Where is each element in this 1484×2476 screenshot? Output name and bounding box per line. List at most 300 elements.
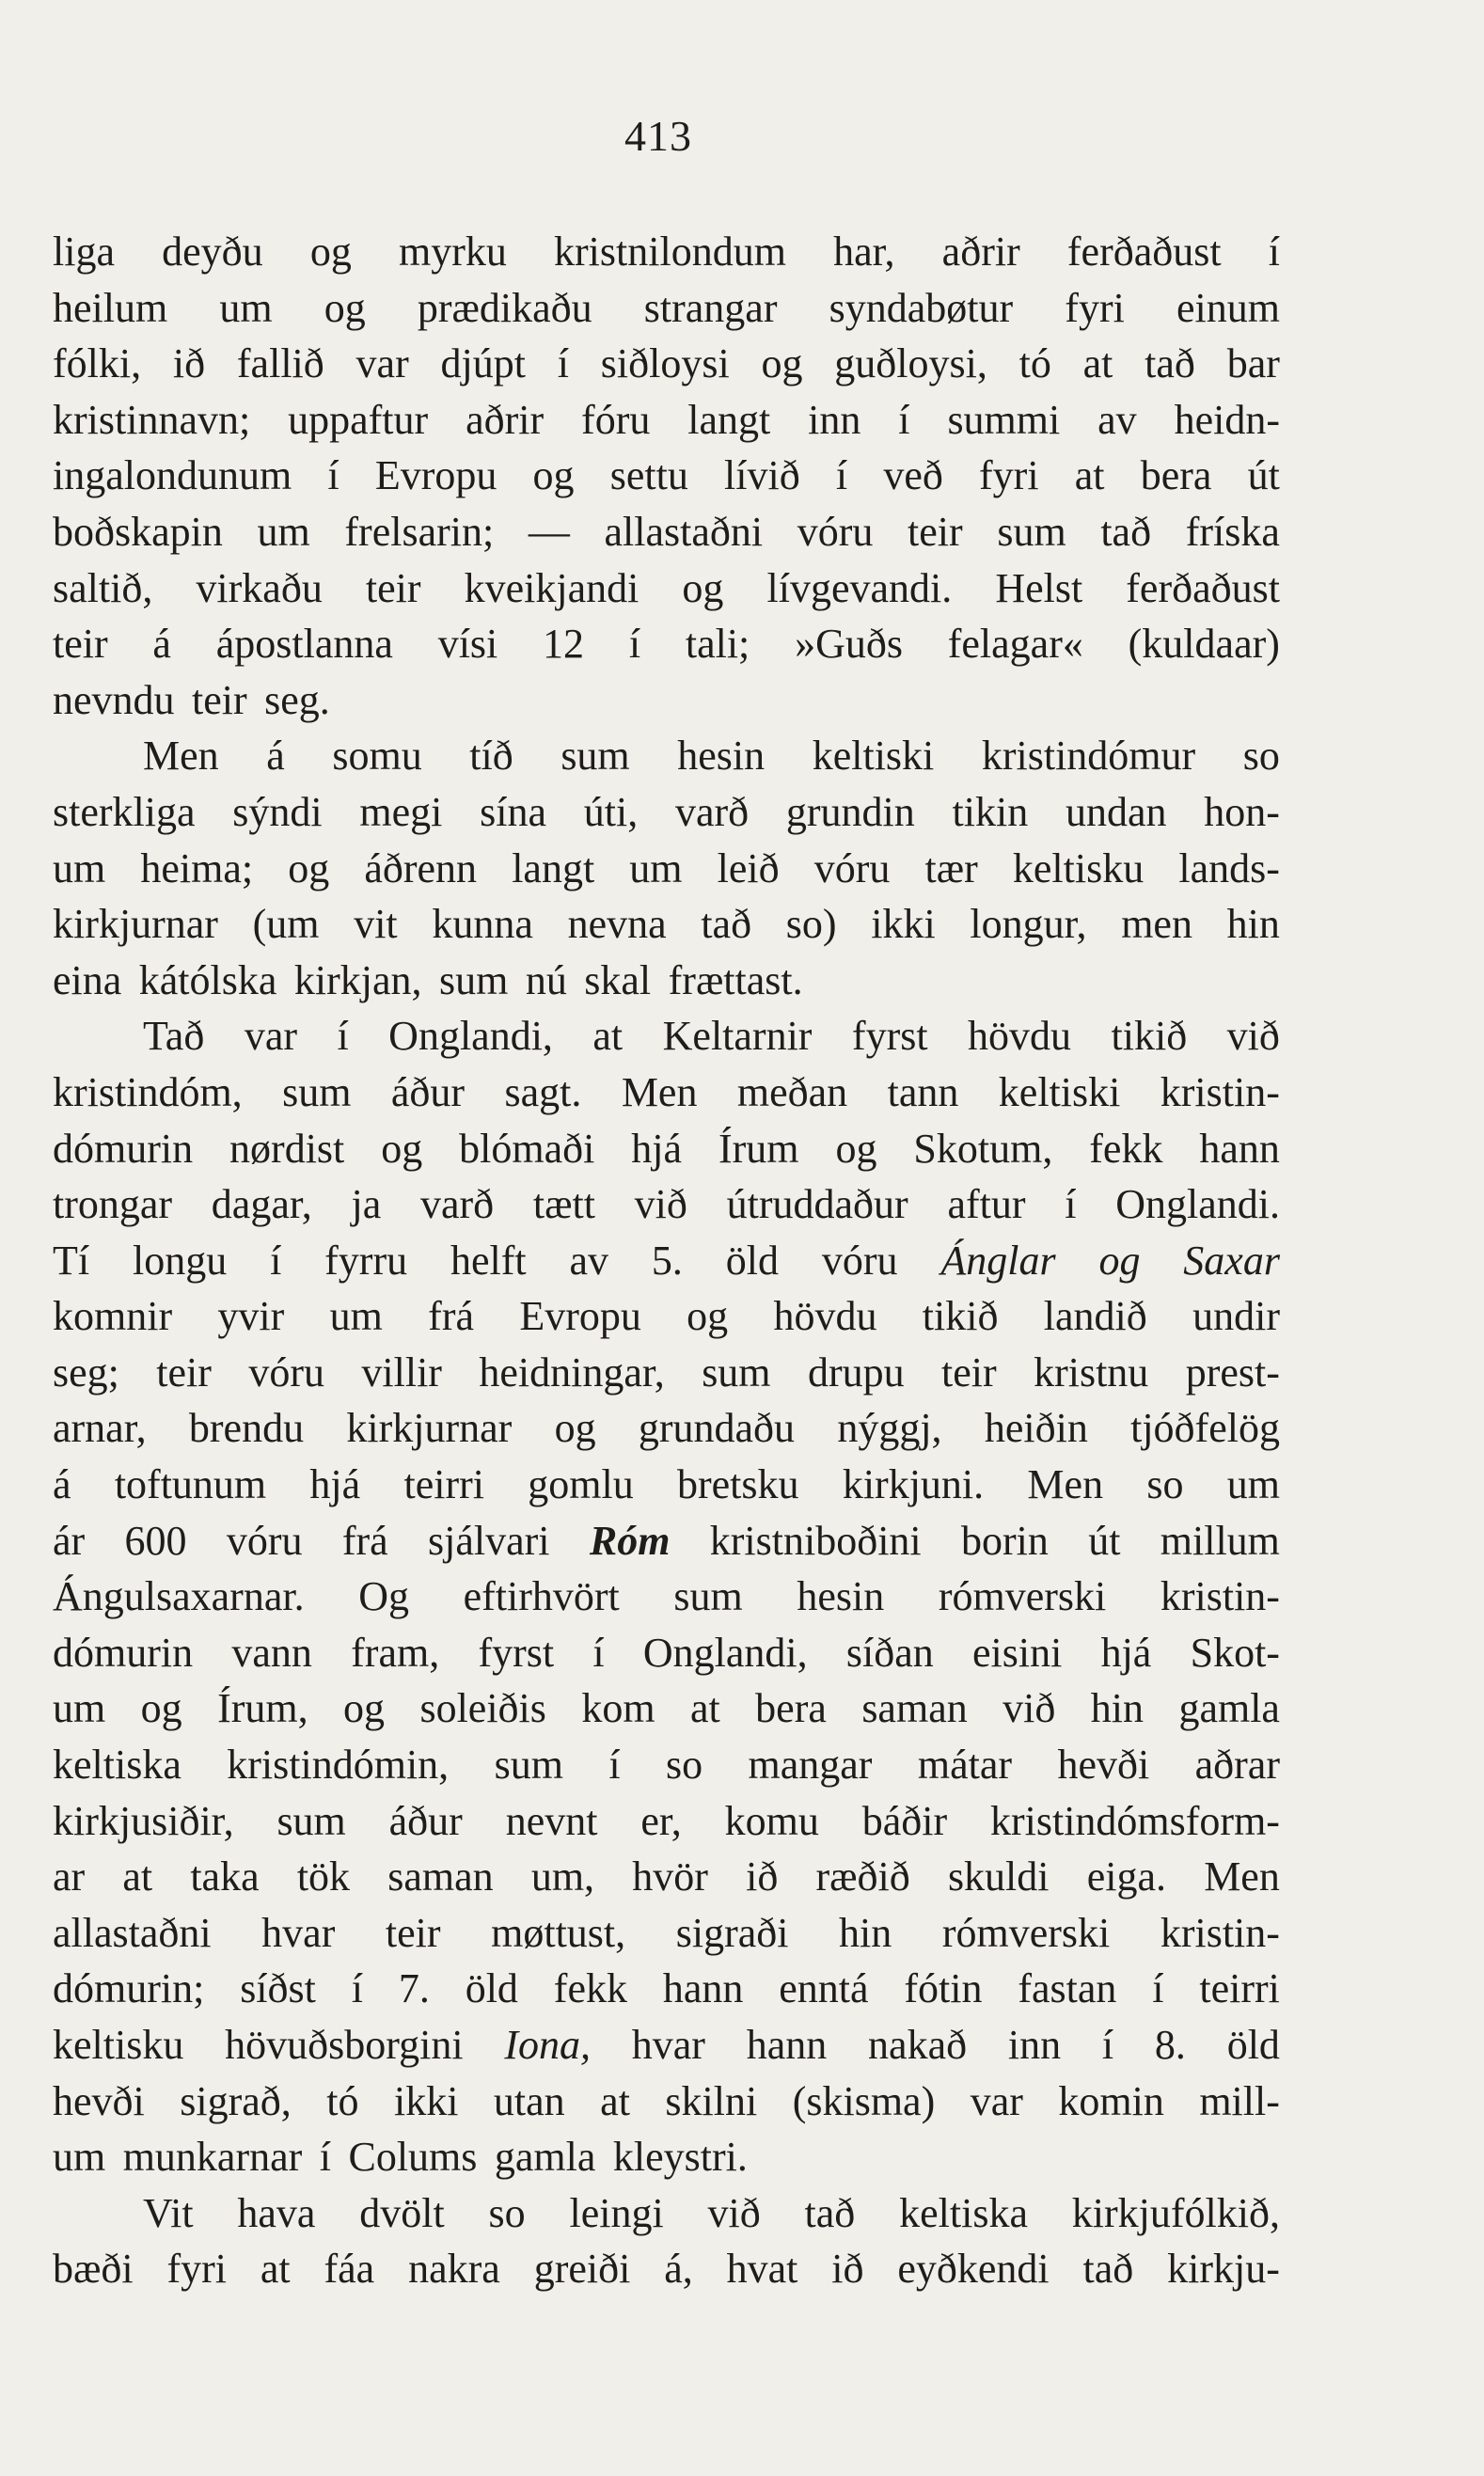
- text-line: [53, 1176, 1280, 1233]
- word: nevnt: [505, 1797, 598, 1844]
- word: var: [244, 1013, 297, 1060]
- word: nørdist: [229, 1125, 345, 1172]
- word: strangar: [643, 284, 778, 331]
- word: og: [1098, 1237, 1141, 1284]
- text-line: [53, 1400, 1280, 1457]
- word: so: [1146, 1461, 1184, 1508]
- word: í: [270, 1237, 282, 1284]
- word: lands-: [1178, 844, 1280, 891]
- word: siðloysi: [600, 340, 730, 387]
- word: soleiðis: [419, 1685, 546, 1732]
- word: frelsarin;: [344, 508, 495, 555]
- word: settu: [609, 452, 688, 499]
- word: seg;: [53, 1348, 119, 1396]
- word: Evropu: [374, 452, 497, 499]
- word: Skotum,: [913, 1125, 1053, 1172]
- word: um: [53, 2134, 106, 2181]
- word: Men: [621, 1068, 698, 1115]
- word: sum: [276, 1797, 346, 1844]
- word: kristnilondum: [554, 229, 786, 275]
- word: tann: [887, 1068, 959, 1115]
- word: at: [600, 2077, 630, 2124]
- word: nevndu: [53, 676, 175, 723]
- word: Ánglar: [940, 1237, 1056, 1284]
- word: kristin-: [1160, 1909, 1280, 1956]
- word: um: [53, 844, 106, 891]
- word: í: [351, 1965, 363, 2012]
- word: á: [266, 733, 285, 780]
- word: hevði: [53, 2077, 145, 2124]
- word: og: [381, 1125, 423, 1172]
- word: og: [288, 844, 330, 891]
- word: Skot-: [1190, 1629, 1280, 1676]
- word: hövdu: [773, 1293, 877, 1340]
- text-line: [53, 784, 1280, 841]
- word: Onglandi,: [388, 1013, 553, 1060]
- word: grundin: [785, 788, 915, 835]
- word: rómverski: [941, 1909, 1111, 1956]
- word: Og: [358, 1573, 409, 1620]
- word: saman: [861, 1685, 968, 1732]
- word: hin: [839, 1909, 892, 1956]
- word: Saxar: [1183, 1237, 1280, 1284]
- word: fyri: [1065, 284, 1125, 331]
- word: komin: [1058, 2077, 1164, 2124]
- word: og: [687, 1293, 729, 1340]
- word: ar: [53, 1853, 86, 1900]
- word: við: [707, 2189, 761, 2236]
- word: keltiski: [998, 1068, 1121, 1115]
- word: kristindómin,: [227, 1742, 450, 1789]
- word: aðrar: [1194, 1742, 1280, 1789]
- word: varð: [674, 788, 750, 835]
- text-line: [53, 448, 1280, 504]
- word: undan: [1065, 788, 1167, 835]
- word: fáa: [324, 2246, 375, 2293]
- text-line: [53, 2241, 1280, 2297]
- word: Colums: [348, 2134, 478, 2181]
- word: fram,: [351, 1629, 440, 1676]
- word: komu: [724, 1797, 819, 1844]
- text-line: [53, 1737, 1280, 1793]
- word: sigraði: [675, 1909, 789, 1956]
- word: keltisku: [53, 2022, 184, 2068]
- word: so: [488, 2189, 526, 2236]
- word: mill-: [1199, 2077, 1280, 2124]
- word: hjá: [631, 1125, 683, 1172]
- word: vóru: [821, 1237, 898, 1284]
- word: aftur: [947, 1181, 1026, 1228]
- word: um,: [530, 1853, 595, 1900]
- text-line: [53, 280, 1280, 337]
- word: heiðin: [984, 1405, 1088, 1452]
- word: í: [327, 452, 339, 499]
- word: av: [569, 1237, 609, 1284]
- word: á: [53, 1461, 71, 1508]
- word: kirkjan,: [293, 956, 422, 1003]
- word: taka: [190, 1853, 260, 1900]
- word: nakað: [868, 2022, 968, 2068]
- word: kristniboðini: [709, 1517, 922, 1564]
- word: fekk: [1089, 1125, 1163, 1172]
- word: tað: [804, 2189, 856, 2236]
- word: ingalondunum: [53, 452, 292, 499]
- word: í: [1065, 1181, 1077, 1228]
- word: prædikaðu: [417, 284, 592, 331]
- text-line: [53, 896, 1280, 953]
- word: í: [1268, 229, 1280, 275]
- word: Vit: [143, 2189, 194, 2236]
- word: kristinnavn;: [53, 396, 251, 443]
- text-line: [53, 1288, 1280, 1345]
- word: saltið,: [53, 564, 153, 611]
- word: at: [689, 1685, 720, 1732]
- word: Tí: [53, 1237, 90, 1284]
- word: teirri: [403, 1461, 484, 1508]
- word: rómverski: [938, 1573, 1107, 1620]
- word: tað: [1082, 2246, 1134, 2293]
- word: hvar: [631, 2022, 705, 2068]
- word: keltiski: [812, 733, 935, 780]
- word: bera: [1140, 452, 1212, 499]
- word: kristin-: [1160, 1573, 1280, 1620]
- text-line: [53, 560, 1280, 617]
- word: vit: [354, 901, 398, 948]
- word: og: [682, 564, 724, 611]
- text-line: [53, 2017, 1280, 2074]
- text-line: [53, 224, 1280, 280]
- word: fyri: [979, 452, 1039, 499]
- word: fyrst: [478, 1629, 555, 1676]
- word: 600: [124, 1517, 187, 1564]
- word: út: [1088, 1517, 1121, 1564]
- page-number: 413: [624, 112, 692, 160]
- word: fastan: [1018, 1965, 1117, 2012]
- word: teirri: [1199, 1965, 1280, 2012]
- word: ferðaðust: [1066, 229, 1222, 275]
- word: —: [528, 508, 570, 555]
- word: lívgevandi.: [766, 564, 953, 611]
- word: tað: [701, 901, 752, 948]
- word: fótin: [904, 1965, 983, 2012]
- word: kunna: [432, 901, 533, 948]
- word: sum: [438, 956, 509, 1003]
- text-line: [53, 953, 1280, 1009]
- word: skilni: [665, 2077, 758, 2124]
- word: av: [1097, 396, 1137, 443]
- word: kom: [581, 1685, 655, 1732]
- word: syndabøtur: [829, 284, 1014, 331]
- word: tikið: [922, 1293, 999, 1340]
- word: eftirhvört: [463, 1573, 620, 1620]
- word: nevna: [567, 901, 667, 948]
- word: dvölt: [359, 2189, 445, 2236]
- text-line: [53, 1121, 1280, 1177]
- word: inn: [808, 396, 861, 443]
- word: í: [628, 621, 641, 668]
- word: dómurin: [53, 1629, 194, 1676]
- word: vóru: [248, 1348, 324, 1396]
- word: tikið: [1111, 1013, 1188, 1060]
- text-line: [53, 2074, 1280, 2130]
- paragraph-first-line: [53, 728, 1280, 784]
- word: öld: [725, 1237, 779, 1284]
- word: skal: [584, 956, 652, 1003]
- word: fólki,: [53, 340, 142, 387]
- word: aðrir: [466, 396, 545, 443]
- word: tikin: [952, 788, 1029, 835]
- word: tali;: [685, 621, 750, 668]
- word: dómurin;: [53, 1965, 205, 2012]
- word: hon-: [1204, 788, 1280, 835]
- word: dómurin: [53, 1125, 194, 1172]
- word: gamla: [494, 2134, 596, 2181]
- word: liga: [53, 229, 115, 275]
- word: møttust,: [491, 1909, 626, 1956]
- word: sigrað,: [180, 2077, 292, 2124]
- word: enntá: [779, 1965, 869, 2012]
- word: sum: [673, 1573, 743, 1620]
- word: úti,: [583, 788, 639, 835]
- text-line: [53, 1793, 1280, 1850]
- word: 5.: [651, 1237, 683, 1284]
- word: og: [343, 1685, 386, 1732]
- word: vóru: [813, 844, 891, 891]
- word: hvör: [632, 1853, 708, 1900]
- word: áður: [390, 1068, 466, 1115]
- word: kristindómur: [981, 733, 1196, 780]
- word: summi: [947, 396, 1061, 443]
- word: Ángulsaxarnar.: [53, 1573, 305, 1620]
- word: felagar«: [947, 621, 1083, 668]
- word: vísi: [437, 621, 498, 668]
- word: leingi: [569, 2189, 664, 2236]
- word: keltiska: [53, 1742, 182, 1789]
- word: bretsku: [677, 1461, 799, 1508]
- word: heima;: [140, 844, 254, 891]
- word: djúpt: [440, 340, 526, 387]
- text-line: [53, 1849, 1280, 1905]
- text-line: [53, 1905, 1280, 1962]
- word: Írum,: [217, 1685, 308, 1732]
- word: greiði: [533, 2246, 631, 2293]
- word: (um: [252, 901, 320, 948]
- word: teir: [365, 564, 421, 611]
- word: Helst: [995, 564, 1083, 611]
- body-text: [53, 224, 1280, 2297]
- word: varð: [419, 1181, 495, 1228]
- word: við: [634, 1181, 687, 1228]
- word: nýggj,: [837, 1405, 942, 1452]
- word: kleystri.: [612, 2134, 748, 2181]
- word: seg.: [264, 676, 330, 723]
- word: hjá: [309, 1461, 361, 1508]
- word: leið: [717, 844, 780, 891]
- text-line: [53, 1457, 1280, 1513]
- word: sýndi: [232, 788, 323, 835]
- text-line: [53, 2129, 1280, 2185]
- text-line: [53, 1513, 1280, 1569]
- word: tætt: [532, 1181, 595, 1228]
- word: Men: [143, 733, 219, 780]
- word: var: [355, 340, 409, 387]
- word: vann: [231, 1629, 312, 1676]
- word: bar: [1226, 340, 1280, 387]
- word: tað: [1100, 508, 1152, 555]
- text-line: [53, 392, 1280, 449]
- word: Iona,: [504, 2022, 591, 2068]
- word: sína: [480, 788, 546, 835]
- text-line: [53, 1680, 1280, 1737]
- word: teir: [908, 508, 963, 555]
- word: á: [152, 621, 171, 668]
- word: Men: [1204, 1853, 1280, 1900]
- word: (skisma): [792, 2077, 936, 2124]
- word: teir: [156, 1348, 212, 1396]
- word: borin: [960, 1517, 1049, 1564]
- word: bæði: [53, 2246, 134, 2293]
- word: kirkjurnar: [346, 1405, 513, 1452]
- word: báðir: [861, 1797, 948, 1844]
- word: gamla: [1178, 1685, 1280, 1732]
- word: munkarnar: [122, 2134, 303, 2181]
- word: heilum: [53, 284, 168, 331]
- word: heidningar,: [479, 1348, 665, 1396]
- word: 8.: [1154, 2022, 1186, 2068]
- word: landið: [1043, 1293, 1147, 1340]
- text-line: [53, 616, 1280, 672]
- word: ikki: [393, 2077, 459, 2124]
- word: tjóðfelög: [1130, 1405, 1280, 1452]
- word: á,: [664, 2246, 693, 2293]
- word: um: [1226, 1461, 1280, 1508]
- word: og: [554, 1405, 596, 1452]
- word: blómaði: [459, 1125, 595, 1172]
- text-line: [53, 1233, 1280, 1289]
- text-line: [53, 1569, 1280, 1625]
- word: 7.: [398, 1965, 430, 2012]
- word: teir: [941, 1348, 997, 1396]
- word: Tað: [143, 1013, 205, 1060]
- word: inn: [1007, 2022, 1062, 2068]
- word: longu: [132, 1237, 228, 1284]
- word: ikki: [871, 901, 936, 948]
- text-line: [53, 672, 1280, 729]
- word: í: [608, 1742, 621, 1789]
- word: 12: [543, 621, 585, 668]
- word: Onglandi,: [642, 1629, 808, 1676]
- word: eiga.: [1086, 1853, 1166, 1900]
- word: við: [1226, 1013, 1280, 1060]
- word: Men: [1027, 1461, 1104, 1508]
- word: langt: [687, 396, 771, 443]
- word: mangar: [748, 1742, 873, 1789]
- word: í: [1101, 2022, 1114, 2068]
- word: myrku: [398, 229, 507, 275]
- word: sjálvari: [428, 1517, 550, 1564]
- word: keltiska: [899, 2189, 1028, 2236]
- word: er,: [640, 1797, 682, 1844]
- word: prest-: [1185, 1348, 1280, 1396]
- word: öld: [465, 1965, 518, 2012]
- word: somu: [332, 733, 422, 780]
- word: Róm: [589, 1517, 671, 1564]
- word: ið: [831, 2246, 864, 2293]
- word: gomlu: [528, 1461, 634, 1508]
- word: at: [122, 1853, 153, 1900]
- word: kveikjandi: [464, 564, 639, 611]
- word: frættast.: [668, 956, 803, 1003]
- word: at: [1074, 452, 1105, 499]
- word: keltisku: [1012, 844, 1145, 891]
- word: hin: [1226, 901, 1280, 948]
- word: um: [53, 1685, 106, 1732]
- word: hann: [1199, 1125, 1280, 1172]
- word: tað: [1145, 340, 1195, 387]
- word: fyri: [166, 2246, 227, 2293]
- word: megi: [359, 788, 443, 835]
- word: kátólska: [138, 956, 277, 1003]
- word: áður: [388, 1797, 463, 1844]
- word: ápostlanna: [215, 621, 393, 668]
- word: sum: [494, 1742, 563, 1789]
- word: tó: [326, 2077, 359, 2124]
- word: lívið: [724, 452, 800, 499]
- word: drupu: [807, 1348, 905, 1396]
- word: grundaðu: [638, 1405, 796, 1452]
- word: í: [557, 340, 569, 387]
- word: eyðkendi: [897, 2246, 1050, 2293]
- word: helft: [450, 1237, 527, 1284]
- word: fóru: [581, 396, 651, 443]
- word: nakra: [408, 2246, 500, 2293]
- word: komnir: [53, 1293, 173, 1340]
- word: kristindóm,: [53, 1068, 243, 1115]
- word: undir: [1192, 1293, 1280, 1340]
- word: kirkjusiðir,: [53, 1797, 234, 1844]
- word: ið: [172, 340, 206, 387]
- word: vóru: [797, 508, 874, 555]
- word: í: [337, 1013, 349, 1060]
- word: aðrir: [941, 229, 1020, 275]
- word: ræðið: [815, 1853, 910, 1900]
- word: utan: [493, 2077, 565, 2124]
- word: og: [309, 229, 352, 275]
- word: fríska: [1185, 508, 1280, 555]
- word: longur,: [970, 901, 1087, 948]
- word: arnar,: [53, 1405, 147, 1452]
- word: men: [1121, 901, 1192, 948]
- word: hann: [662, 1965, 744, 2012]
- word: Keltarnir: [662, 1013, 813, 1060]
- text-line: [53, 1625, 1280, 1681]
- word: so: [1242, 733, 1280, 780]
- word: so): [785, 901, 837, 948]
- word: millum: [1160, 1517, 1280, 1564]
- word: var: [970, 2077, 1023, 2124]
- text-line: [53, 1961, 1280, 2017]
- word: og: [324, 284, 366, 331]
- word: virkaðu: [196, 564, 323, 611]
- word: áðrenn: [364, 844, 478, 891]
- word: at: [260, 2246, 291, 2293]
- word: meðan: [736, 1068, 848, 1115]
- word: fallið: [236, 340, 324, 387]
- word: við: [1002, 1685, 1056, 1732]
- word: í: [898, 396, 910, 443]
- word: sum: [282, 1068, 352, 1115]
- word: langt: [512, 844, 595, 891]
